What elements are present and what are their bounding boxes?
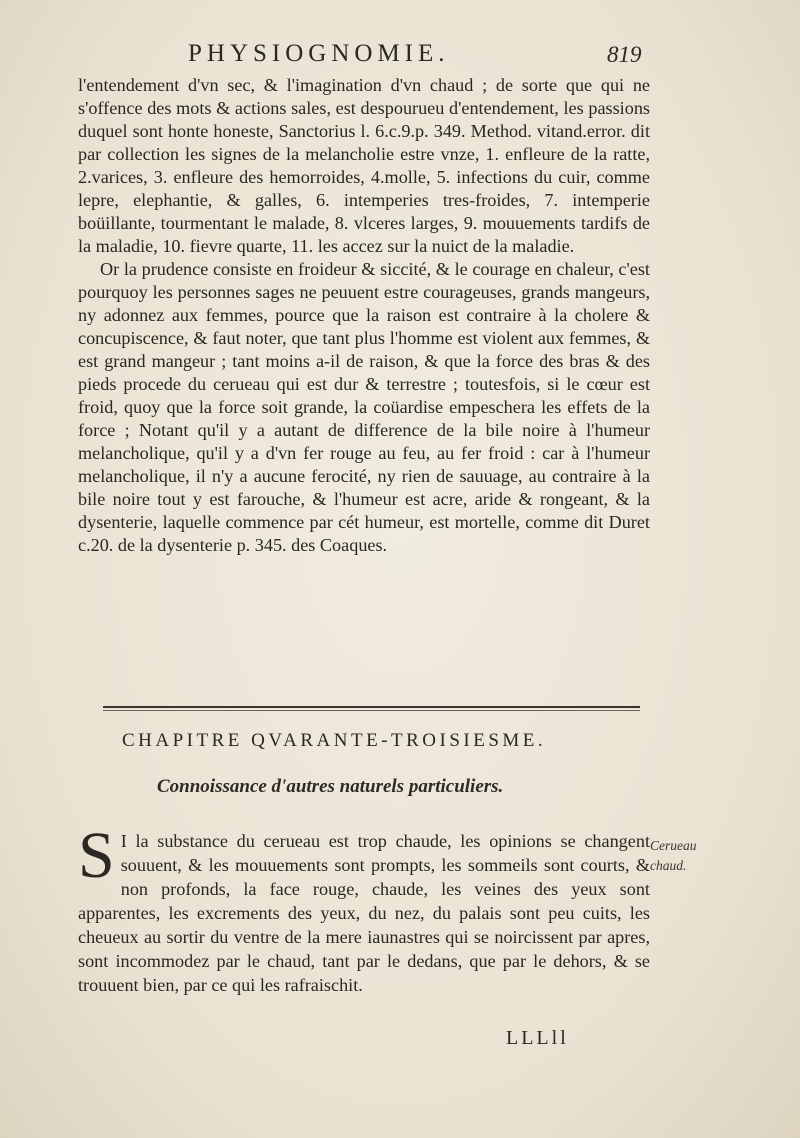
- body-text: [78, 74, 650, 557]
- page-number: 819: [607, 42, 642, 67]
- signature-mark: LLLll: [506, 1027, 569, 1049]
- page-header: [0, 38, 800, 72]
- paragraph: Or la prudence consiste en froideur & siccité, & le courage en chaleur, c'est pourquoy les personnes sages ne peuuent estre courageuses, grands mangeurs, ny adonnez aux femmes, pource que la raison est contraire à la cholere & concupiscence, & faut noter, que tant plus l'homme est violent aux femmes, & est grand mangeur ; tant moins a-il de raison, & que la force des bras & des pieds procede du cerueau qui est dur & terrestre ; toutesfois, si le cœur est froid, quoy que la force soit grande, la coüardise empeschera les effets de la force ; Notant qu'il y a autant de difference de la bile noire à l'humeur melancholique, qu'il y a d'vn fer rouge au feu, au fer froid : car à l'humeur melancholique, il n'y a aucune ferocité, ny rien de sauuage, au contraire à la bile noire tout y est farouche, & l'humeur est acre, aride & rongeant, & la dysenterie, laquelle commence par cét humeur, est mortelle, comme dit Duret c.20. de la dysenterie p. 345. des Coaques.: [78, 259, 650, 555]
- section-divider-thin: [103, 710, 640, 711]
- chapter-text: [78, 819, 650, 997]
- running-title: PHYSIOGNOMIE.: [188, 40, 450, 67]
- chapter-subtitle: Connoissance d'autres naturels particuliers.: [157, 776, 504, 797]
- marginal-note-line: chaud.: [650, 858, 687, 873]
- marginal-note-line: Cerueau: [650, 838, 697, 853]
- paragraph: l'entendement d'vn sec, & l'imagination d'vn chaud ; de sorte que qui ne s'offence des mots & actions sales, est despourueu d'entendement, les passions duquel sont honte honeste, Sanctorius l. 6.c.9.p. 349. Method. vitand.error. dit par collection les signes de la melancholie estre vnze, 1. enfleure de la ratte, 2.varices, 3. enfleure des hemorroides, 4.molle, 5. infections du cuir, comme lepre, elephantie, & galles, 6. intemperies tres-froides, 7. intemperie boüillante, tourmentant le malade, 8. vlceres larges, 9. mouuements tardifs de la maladie, 10. fievre quarte, 11. les accez sur la nuict de la maladie.: [78, 75, 650, 256]
- marginal-note: [650, 836, 730, 876]
- section-divider: [103, 706, 640, 708]
- chapter-heading: CHAPITRE QVARANTE-TROISIESME.: [122, 730, 547, 751]
- chapter-paragraph: I la substance du cerueau est trop chaude, les opinions se changent souuent, & les mouuements sont prompts, les sommeils sont courts, & non profonds, la face rouge, chaude, les veines des yeux sont apparentes, les excrements des yeux, du nez, du palais sont peu cuits, les cheueux au sortir du ventre de la mere iaunastres qui se noircissent par apres, sont incommodez par le chaud, tant par le dedans, que par le dehors, & se trouuent bien, par ce qui les rafraischit.: [78, 831, 650, 995]
- drop-cap: S: [78, 819, 115, 892]
